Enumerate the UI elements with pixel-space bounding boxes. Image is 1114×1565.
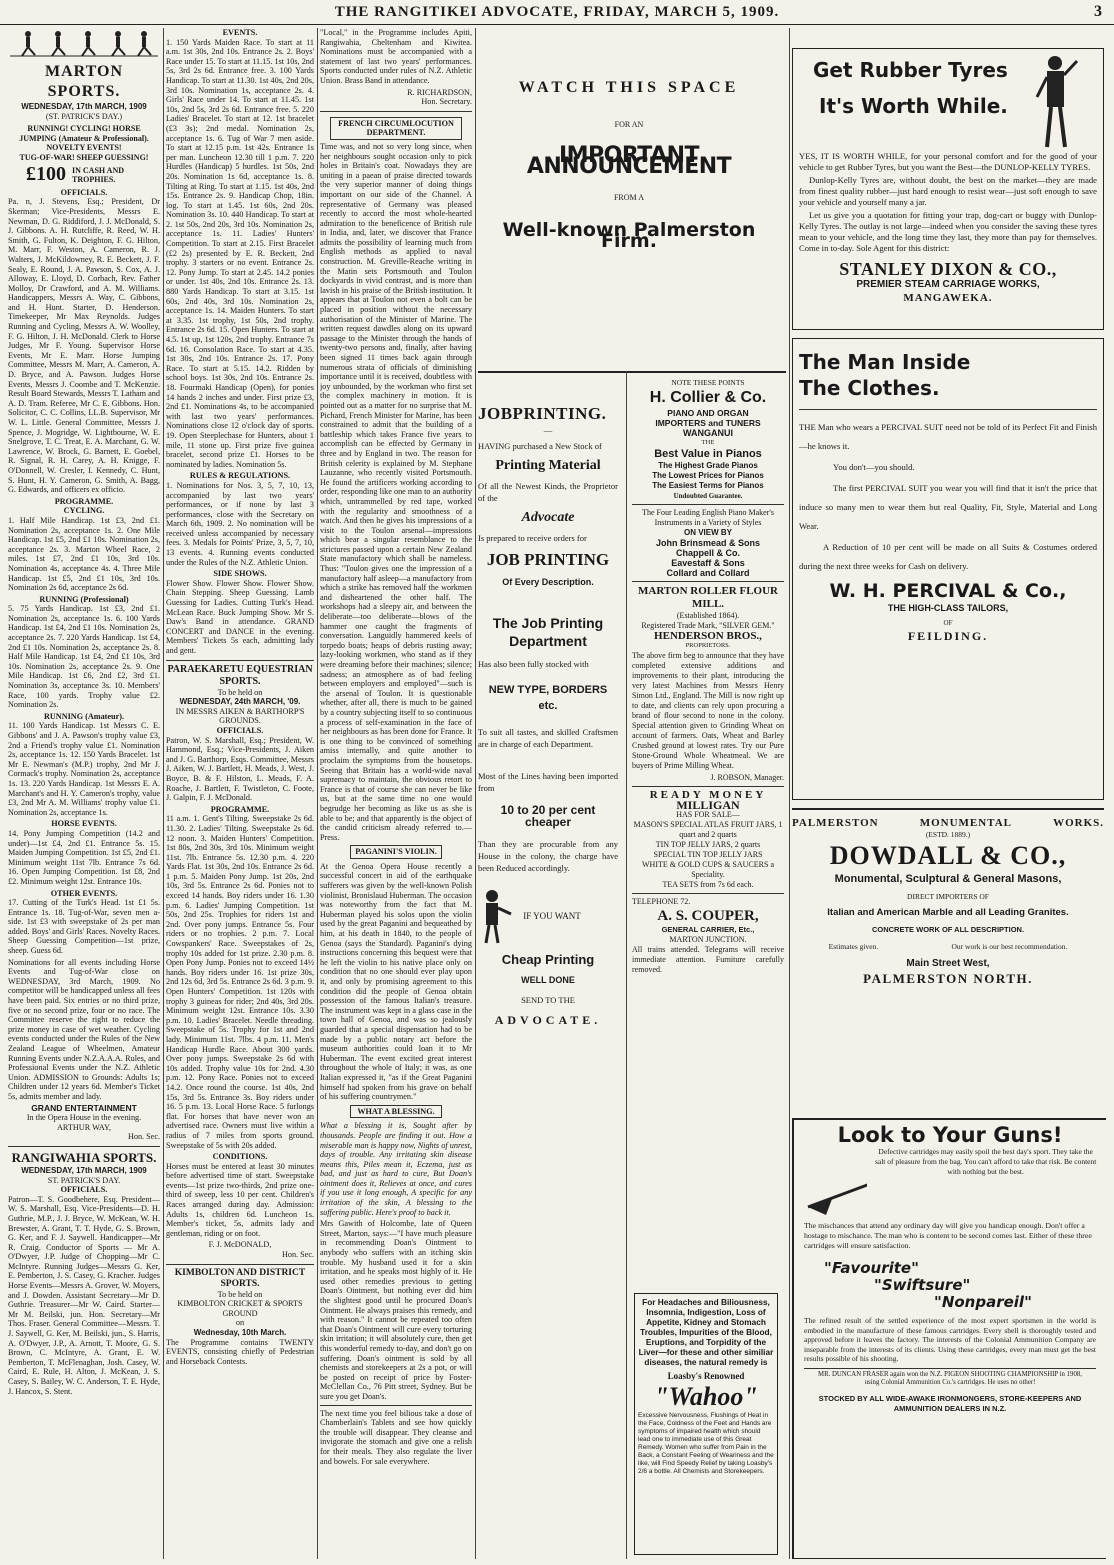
paraekaretu-date: WEDNESDAY, 24th MARCH, '09.	[179, 697, 301, 707]
column-rule	[789, 28, 790, 1559]
jp-well: WELL DONE	[521, 975, 575, 985]
dw-marble: Italian and American Marble and all Leading Granites.	[827, 907, 1069, 918]
jp-jobprinting: JOB PRINTING	[486, 550, 610, 569]
running-am-heading: RUNNING (Amateur).	[43, 711, 125, 721]
conditions-sign2: Hon. Sec.	[281, 1250, 314, 1260]
grand-sub: In the Opera House in the evening.	[26, 1113, 142, 1123]
conditions-text: Horses must be entered at least 30 minutes before advertised time of start. Sweepstake events—1st prize two-thirds, 2nd prize one-third of sweep, less 10 per cent. Children's Races arranged during day. Admission: Adults 1s, children 6d. Luncheon 1s. Member's ticket, 5s, admits lady and gentleman, riding or on foot.	[166, 1161, 314, 1238]
wahoo-small: Excessive Nervousness, Flushings of Heat in the Face, Coldness of the Feet and Hands are symptoms of impaired health which should lead one to immediate use of this Great Remedy. Women who suffer from Pain in the Back, a Constant Feeling of Weariness and the like, will Find Speedy Relief by taking Loasby's 2/6 a bottle. All Chemists and Storekeepers.	[638, 1412, 774, 1475]
dw-town: PALMERSTON NORTH.	[863, 971, 1033, 986]
hc-maker-3: Eavestaff & Sons	[671, 558, 745, 568]
dowdall-ad	[792, 808, 1104, 984]
newspaper-title: THE RANGITIKEI ADVOCATE, FRIDAY, MARCH 5, 1909.	[334, 4, 780, 20]
lg-heading: Look to Your Guns!	[837, 1123, 1063, 1147]
watch-important: IMPORTANT ANNOUNCEMENT	[526, 143, 732, 179]
mr-trade: Registered Trade Mark, "SILVER GEM."	[641, 621, 775, 630]
tyre-p1: YES, IT IS WORTH WHILE, for your personal comfort and for the good of your vehicle to get Rubber Tyres, but you want the Best—the DUNLOP-KELLY TYRES.	[799, 151, 1097, 172]
mi-tail: THE HIGH-CLASS TAILORS,	[887, 603, 1009, 613]
hc-view: ON VIEW BY	[683, 528, 732, 537]
mi-p4: A Reduction of 10 per cent will be made on all Suits & Costumes ordered during the next three weeks for Cash on delivery.	[799, 542, 1097, 571]
french-text: Time was, and not so very long since, when her neighbours sought occasion only to pick holes in Britain's coat. Nowadays they are uniting in a paean of praise directed towards the very superior manner of doing things important on our side of the Channel. A representative of Germany was pleased recently to accord the most whole-hearted admiration to the beneficence of British rule in India, and, later, we discover that France admits the possibility of learning much from English methods as applied to naval construction. M. Greville-Reache writing in the Matin sets Portsmouth and Toulon dockyards in vivid contrast, and is more than lavish in his praise of the British institution. It appears that at Toulon not even a bolt can be placed in position without the necessary authorisation of the Minister of Marine. The written request dawdles along on its upward passage to the Minister through the hands of twenty-two persons and, finally, after having been signed 11 times back again through numerous strata of officials of diminishing importance until it is received, doubtless with joy unbounded, by the workman who first set the complex machinery in motion. It is pointed out as a matter for no surprise that M. Pichard, French Minister for Marine, has been constrained to admit that the building of a battleship which takes France five years to accomplish can be effected by Germany in three and by England in two. The reason for British celerity is explained by M. Stephane Lauzanne, who recently visited Portsmouth. He found the artificers working according to order, responding like one man to an authority which, untrammelled by red tape, worked with the regularity and smoothness of a watch. And then he gives his impressions of a visit to the Toulon arsenal—impressions which bear a singular resemblance to the strictures passed upon a certain New Zealand State manufactory which shall be nameless. Thus: "Toulon gives one the impression of a manufactory half asleep—a manufactory from which a strike has removed half the workmen and disheartened the other half. The workshops had a sleepy air, and between the deliberate—too deliberate—blows of the hammer one caught the fragments of conversation. Languidly hammered keels of torpedo boats; heaps of debris rusting away; lazy-looking workmen, who stand as if they were dreaming before their machines; silence; sadness; an atmosphere as of bad feeling between employers and employed"—such is the arsenal of Toulon. It is questionable whether, after all, there is much to be gained by a country subjecting itself to so continuous a process of self-examination in the face of her neighbours as has been done for France. It is one thing to be convinced of something amiss internally, and quite another to proclaim the symptoms from the housetops. Seeing that Britain has a world-wide naval supremacy to maintain, the obvious retort to France is that of course she can never be like us, but at the same time no one would begrudge her becoming as like us as she is able to be; and that apparently is the object of the candid criticism already referred to.—Press.	[320, 141, 472, 842]
jp-dept: The Job Printing Department	[492, 615, 604, 649]
wahoo-intro: For Headaches and Biliousness, Insomnia, Indigestion, Loss of Appetite, Kidney and Stomach Troubles, Impurities of the Blood, Eruptions, and Torpidity of the Liver—for these and other similiar diseases, the natural remedy is	[638, 1297, 774, 1367]
blessing-heading: WHAT A BLESSING.	[350, 1105, 442, 1119]
jp-cheap: Cheap Printing	[501, 952, 595, 967]
rangiwahia-officials-heading: OFFICIALS.	[60, 1185, 108, 1195]
mi-p2: You don't—you should.	[833, 462, 915, 472]
events-text: 1. 150 Yards Maiden Race. To start at 11 a.m. 1st 30s, 2nd 10s. Entrance 2s. 2. Boys' Race under 15. To start at 11.15. 1st 10s, 2nd 5s, 3rd 2s 6d. Entrance free. 3. 100 Yards Handicap. To start at 11.30. 1st 40s, 2nd 20s, 3rd 10s. Nomination 1s, acceptance 2s. 4. Girls' Race under 14. To start at 11.45. 1st 10s, 2nd 5s, 3rd 2s 6d. Entrance free. 5. 220 Ladies' Bracelet. To start at 12. 1st bracelet (£3 3s); 2nd medal. Nomination 2s, acceptance 1s. 6. Tug of War 7 men aside. To start at 12.15 p.m. 1st 42s. Entrance 1s per man. Luncheon 12.30 till 1 p.m. 7. 220 Hurdles (Handicap) 5 hurdles. 1st 50s, 2nd 20s. Nomination 1s 6d, acceptance 1s. 8. Tilting at Ring. To start at 1.15. 1st 40s, 2nd 15s. Entrance 2s. 9. Handicap Chop, 18in. log. To start at 1.45. 1st 60s, 2nd 20s. Nomination 3s. 10. 440 Handicap. To start at 2. 1st 50s, 2nd 20s, 3rd 10s. Nomination 2s, acceptance 1s. 11. Ladies' Hunters' Competition. To start at 2.15. First Bracelet (£2 2s) presented by E. R. Beckett, 2nd trophy. 3 starters or no event. Entrance 2s. 12. Pony Jump. To start at 2.45. 14.2 ponies or under. 1st 40s, 2nd 10s. Entrance 2s. 13. 880 Yards Handicap. To start at 3.15. 1st 60s, 2nd 40s, 3rd 10s. Nomination 2s, acceptance 1s. 14. Maiden Hunters. To start at 3.35. 1st trophy, 1st 50s, 2nd trophy. Entrance 2s 6d. 15. Open Hunters. To start at 4.5. 1st up, 1st 120s, 2nd trophy. Entrance 7s 6d. 16. Consolation Race. To start at 4.35. 1st 30s, 2nd 10s. Entrance 2s. 17. Pony Race. To start at 5.15. 14.2. Ridden by school boys. 1st 30s, 2nd 10s. Entrance 2s. 18. Fourmaki Handicap (Open), for ponies 14 hands 2 inches and under. First prize £3, 2nd £1. Nominations 4s, to be accompanied with last two years' performances. Nominations close 12 o'clock day of sports. 19. Open Steeplechase for Hunters, about 1 mile, 11 stone up. First prize five guinea bracelet, second prize £1. Horses to be nominated by ladies. Nomination 5s.	[166, 37, 314, 469]
asc-gen: GENERAL CARRIER, Etc.,	[661, 925, 755, 934]
dw-import: DIRECT IMPORTERS OF	[907, 892, 989, 901]
asc-town: MARTON JUNCTION.	[669, 935, 747, 944]
marton-line2: NOVELTY EVENTS!	[46, 143, 122, 153]
column-4	[478, 28, 786, 1559]
mr-text: The above firm beg to announce that they have completed extensive additions and improvements to their plant, introducing the very latest Machines from Messrs Henry Simon Ltd., England. The Mill is now right up to date, and clients can rely upon procuring a brand of flour second to none in the colony. Special attention given to Grinding Wheat on account of farmers. Oats, Wheat and Barley Crushed ground at lowest rates. Try our Pure Stone-Ground Whole Wheatmeal. We are buyers of Prime Milling Wheat.	[632, 651, 784, 770]
hc-terms: The Easiest Terms for Pianos	[652, 481, 764, 490]
programme-heading: PROGRAMME.	[54, 496, 114, 506]
marton-sign2: Hon. Sec.	[127, 1132, 160, 1142]
prize-amount: £100	[26, 163, 66, 186]
local-sign2: Hon. Secretary.	[421, 97, 472, 107]
marton-sub: (ST. PATRICK'S DAY.)	[45, 111, 123, 121]
sd-works: PREMIER STEAM CARRIAGE WORKS,	[856, 279, 1040, 290]
kimbolton-on: on	[235, 1318, 245, 1328]
hc-maker-2: Chappell & Co.	[675, 548, 740, 558]
wahoo-ad	[634, 1293, 778, 1555]
jp-lines: Most of the Lines having been imported from	[478, 771, 618, 793]
officials-heading: OFFICIALS.	[60, 187, 108, 197]
dw-est: (ESTD. 1889.)	[925, 830, 971, 839]
dw-rec: Our work is our best recommendation.	[951, 942, 1068, 951]
notes-text: Nominations for all events including Horse Events and Tug-of-War close on WEDNESDAY, 3rd March, 1909. No competitor will be handicapped unless all fees have been paid. Six entries or no third prize, five or no second prize, four or no race. The Committee reserve the right to reduce the prize money in case of wet weather. Cycling events conducted under the Rules of the New Zealand League of Wheelmen, Amateur Running Events under N.Z.A.A.A. Rules, and Professional Events under the N.Z. Athletic Union. ADMISSION to Grounds: Adults 1s; Children under 12 years 6d. Member's Ticket 5s, admits member and lady.	[8, 957, 160, 1101]
runners-illustration	[8, 28, 160, 60]
hc-four: The Four Leading English Piano Maker's Instruments in a Variety of Styles	[642, 508, 774, 527]
rm-sale: HAS FOR SALE—	[676, 810, 740, 819]
column-rule	[163, 28, 164, 1559]
rm-tin2: SPECIAL TIN TOP JELLY JARS	[653, 850, 763, 859]
jp-if: IF YOU WANT	[523, 911, 581, 921]
percival-ad	[792, 338, 1104, 800]
other-heading: OTHER EVENTS.	[50, 888, 118, 898]
paraekaretu-place: IN MESSRS AIKEN & BARTHORP'S GROUNDS.	[175, 706, 305, 726]
local-sign: R. RICHARDSON,	[407, 87, 472, 97]
asc-tel: TELEPHONE 72.	[632, 897, 691, 906]
lg-cartridge-3: "Nonpareil"	[934, 1293, 1032, 1311]
dw-concrete: CONCRETE WORK OF ALL DESCRIPTION.	[871, 925, 1025, 934]
rangiwahia-officials: Patron—T. S. Goodbehere, Esq. President—W. S. Marshall, Esq. Vice-Presidents—D. H. Guthrie, M.P., J. J. Bryce, W. McKean, W. H. Brewster, A. Grant, T. T. Hyde, G. S. Brown, G. Ker, and F. J. Saywell. Handicapper—Mr R. Craig. Conductor of Sports — Mr A. O'Dwyer, J.P. Judge of Chopping—Mr C. McIntyre. Running Judges—Messrs G. Ker, E. Pemberton, J. S. Casey, G. Kracher. Judges Horse Events—Messrs A. Grover, W. Moyers, and J. Dowden. Assistant Secretary—Mr D. Guthrie. Treasurer—Mr W. Caird. Starter—Mr M. Beilski, jun. Hon. Secretary—Mr Thos. Fraser. General Committee—Messrs. T. J. Saywell, G. Ker, M. Beilski, jun., S. Harris, A. O'Dwyer, J.P., A. Arnott, T. Moore, G. S. Brown, C. McIntyre, A. Grant, E. W. Pemberton, T. McFlenaghan, Josh. Casey, W. Caird, E. Rule, H. Alton, J. McKean, J. S. Casey, S. Bailey, W. C. Anderson, T. E. Hyde, J. Hancox, S. Stent.	[8, 1194, 160, 1396]
rangiwahia-sub: ST. PATRICK'S DAY.	[47, 1175, 121, 1185]
shotgun-illustration	[802, 1147, 867, 1217]
marton-line1: RUNNING! CYCLING! HORSE JUMPING (Amateur & Professional).	[19, 124, 149, 143]
horse-heading: HORSE EVENTS.	[51, 819, 117, 829]
hc-importers: IMPORTERS and TUNERS	[655, 418, 761, 428]
column-2	[166, 28, 314, 1559]
collier-ad	[632, 378, 784, 977]
paraekaretu-programme: 11 a.m. 1. Gent's Tilting. Sweepstake 2s 6d. 11.30. 2. Ladies' Tilting. Sweepstake 2s 6d. 12 noon. 3. Maiden Hunters' Competition. 1st 80s, 2nd 30s, 3rd 10s. Minimum weight 11st. 7lb. Entrance 5s. 12.30 p.m. 4. 220 Yards Flat. 1st 30s, 2nd 10s. Entrance 2s 6d. 1 p.m. 5. Maiden Pony Jump. 1st 20s, 2nd 10s, 3rd 5s. Entrance 2s 6d. Ponies not to exceed 14 hands. Boy riders under 16. 1.30 p.m. 6. Ladies' Jumping Competition. 1st 50s, 2nd 25s. Trophies for riders 1st and 2nd. Over pony jumps. Entrance 5s. Four riders or no trophies. 2 p.m. 7. Local Cowspankers' Race. Sweepstakes of 2s, trophy 10s added for 1st prize. 2.30 p.m. 8. Open Pony Jump. Ponies not to exceed 14½ hands. Boy riders under 16. 1st prize 30s, 2nd 12s 6d, 3rd 5s. Entrance 2s 6d. 3 p.m. 9. Open Hunters' Competition. 1st 120s with trophy 3 guineas for rider; 2nd 40s, 3rd 20s. Minimum weight 12st. Entrance 10s. 3.30 p.m. 10. Ladies' Bracelet. Needle threading. Sweepstake of 5s. Trophy for 1st and 2nd lady. Minimum 11st. 7lbs. 4 p.m. 11. Men's Handicap Hurdle Race. About 300 yards. Over pony jumps. Sweepstake 2s 6d with 10s added. Trophy value 10s for 2nd. 4.30 p.m. 12. Pony Race. Ponies not to exceed 14.2. Once round the course. 1st 40s, 2nd 15s, 3rd 5s. Entrance 3s. Boy riders under 16. 5 p.m. 13. Local Horse Race. 5 furlongs flat. For horses that have never won an advertised race. Owners must live within a radius of 7 miles from sports ground. Sweepstake of 5s with 20s added.	[166, 814, 314, 1150]
lg-p3: The refined result of the settled experience of the most expert sportsmen in the world is embodied in the manufacture of these famous cartridges. Every shell is thoroughly tested and approved before it leaves the factory. The interests of the Colonial Ammunition Company are inseparable from the interests of its clients. Using these cartridges, every man must get the best results possible of his shooting.	[804, 1316, 1096, 1363]
french-heading: FRENCH CIRCUMLOCUTION DEPARTMENT.	[330, 117, 462, 140]
jp-kinds: Of all the Newest Kinds, the Proprietor of the	[478, 481, 618, 503]
gentleman-illustration	[1033, 53, 1079, 151]
rangiwahia-date: WEDNESDAY, 17th MARCH, 1909	[21, 1165, 147, 1175]
jp-heading: JOBPRINTING.	[478, 404, 607, 423]
officials-text: Pa. n, J. Stevens, Esq.; President, Dr Skerman; Vice-Presidents, Messrs E. Newman, D. G. Riddiford, J. J. McDonald, S. J. Gibbons. A. H. Rutcliffe, R. Reed, W. H. Smith, G. Fulton, K. Deighton, F. G. Hilton, M. Marr, F. Weston, A. Cameron, R. J. Walters, J. McKildowney, R. E. Beckett, J. F. Sealy, E. Round, J. A. Pawson, S. Cox, A. J. Alloway, E. Lloyd, D. Corbach, Rev. Father Molloy, Dr Crawford, and A. M. Williams. Handicappers, Messrs A. Way, C. Gibbons, and H. Hunt. Starter, D. Henderson. Timekeeper, Mr Max Reynolds. Judges Running and Cycling, Messrs A. W. Woolley, F. G. Hilton, J. H. McDonald. Clerk to Horse Judges, Mr F. Young. Supervisor Horse Events, Mr E. Marr. Horse Jumping Committee, Messrs M. Marr, A. Cameron, A. D. Bryce, and A. Pawson. Judges Horse Events, Messrs J. Coombe and T. McKenzie. Result Board Stewards, Messrs T. Latham and A. D. Tram. Referee, Mr C. E. Gibbons. Hon. Solicitor, C. C. Collins, LL.B. Supervisor, Mr W. L. Little. General Committee, Messrs J. Spence, J. Mogridge, W. Lightbourne, W. E. Snelgrove, T. C. Treat, E. A. Marchant, G. W. Lawrence, W. Brock, G. Barnett, E. Goebel, R. Signal, R. H. Carey, A. H. Knigge, F. O'Donnell, W. Cresler, I. Kennedy, C. Hunt, S. Hunt, H. Y. Cameron, G. Smith, A. Bagg, G. Edwards, and officers ex officio.	[8, 197, 160, 495]
hc-grade: The Highest Grade Pianos	[658, 461, 758, 470]
lg-cartridge-1: "Favourite"	[824, 1259, 919, 1277]
watch-from: FROM A	[613, 193, 644, 202]
guns-ad	[792, 1118, 1106, 1559]
lg-stock: STOCKED BY ALL WIDE-AWAKE IRONMONGERS, STORE-KEEPERS AND AMMUNITION DEALERS IN N.Z.	[818, 1393, 1082, 1413]
jp-adv: ADVOCATE.	[494, 1013, 602, 1027]
kimbolton-held: To be held on	[217, 1289, 263, 1299]
paganini-text: At the Genoa Opera House recently a successful concert in aid of the earthquake sufferers was given by the well-known Polish violinist, Bronislaud Huberman. The occasion was noteworthy from the fact that M. Huberman played his solos upon the violin used by the great Paganini and bequeathed by him, at his death in 1840, to the people of Genoa (says the Standard). Paganini's dying instructions concerning this bequest were that he left the violin to his native place only on condition that no one should ever play upon it, and only by promising agreement to this condition did the people of Genoa obtain possession of the famous Italian's treasure. The instrument was kept in a glass case in the town hall of Genoa, and was so jealously guarded that a special dispensation had to be made by a public notary act before the museum authorities could loan it to Mr Huberman. The event excited great interest throughout the whole of Italy; it was, as one Italian expressed it, "as if the Great Paganini himself had spoken from his grave on behalf of his suffering countrymen."	[320, 861, 472, 1102]
events-heading: EVENTS.	[222, 28, 258, 37]
side-shows-text: Flower Show. Flower Show. Flower Show. Chain Stepping. Sheep Guessing. Lamb Guessing for Ladies. Cutting Turk's Head. McLean Race. Buck Jumping Show. Mr S. Daw's Band in attendance. GRAND CONCERT and DANCE in the evening. Members' Tickets 5s each, admitting lady and gent.	[166, 578, 314, 655]
rules-heading: RULES & REGULATIONS.	[189, 471, 291, 481]
mr-name: MARTON ROLLER FLOUR MILL.	[638, 585, 778, 610]
running-am-text: 11. 100 Yards Handicap. 1st Messrs C. E. Gibbons' and J. A. Pawson's trophy value £3, 2nd a Friend's trophy value £1. Nomination 2s, acceptance 1s. 12. 150 Yards Bracelet. 1st Mr E. Newman's (M.P.) trophy, 2nd Mr J. Cormack's trophy. Nomination 2s, acceptance 1s. 13. 220 Yards Handicap. 1st Messrs E. A. Marchant's and H. Y. Cameron's trophy, value £3, 2nd Mr A. M. Williams' trophy value £1. Nomination 2s, acceptance 1s.	[8, 721, 160, 817]
dw-top-mid: MONUMENTAL	[919, 817, 1012, 829]
asc-text: All trains attended. Telegrams will receive immediate attention. Furniture carefully removed.	[632, 945, 784, 974]
marton-sports-title: MARTON SPORTS.	[44, 63, 124, 100]
jp-than: Than they are procurable from any House in the colony, the charge have been Reduced accordingly.	[478, 839, 618, 873]
mi-name: W. H. PERCIVAL & Co.,	[829, 580, 1067, 602]
tyre-heading-2: It's Worth While.	[819, 94, 1008, 118]
paraekaretu-title: PARAEKARETU EQUESTRIAN SPORTS.	[167, 663, 313, 687]
mi-p3: The first PERCIVAL SUIT you wear you will find that it isn't the price that induce so many men to wear them but real Quality, Fit, Style, Material and Long Wear.	[799, 483, 1097, 531]
hc-maker-4: Collard and Collard	[666, 568, 750, 578]
blessing-text: Mrs Gawith of Holcombe, late of Queen Street, Marton, says:—"I have much pleasure in recommending Doan's Ointment to anybody who suffers with an itching skin trouble. My husband used it for a skin irritation, and he speaks most highly of it. He used other remedies previous to getting Doan's Ointment, but nothing ever did him the slightest good until he procured Doan's Ointment. He always praises this remedy, and with reason." It cannot be repeated too often that Doan's Ointment will cure every torturing skin irritation; it will absolutely cure, then get this wonderful remedy to-day, and don't go on suffering. Doan's ointment is sold by all chemists and storekeepers at 2s a pot, or will be posted on receipt of price by Foster-McClellan Co., 76 Pitt street, Sydney. But be sure you get Doan's.	[320, 1219, 472, 1401]
conditions-heading: CONDITIONS.	[212, 1152, 268, 1162]
jp-material: Printing Material	[495, 458, 601, 473]
paraekaretu-officials: Patron, W. S. Marshall, Esq.; President, W. Hammond, Esq.; Vice-Presidents, J. Aiken and J. G. Barthorp, Esqs. Committee, Messrs J. Aiken, W. J. Bartlett, H. Meads, J. West, J. Boyce, B. & F. Hilston, L. Meads, F. A. Roache, J. Bartlett, F. Twistleton, C. Foote, J. Galpin, F. J. McDonald.	[166, 735, 314, 803]
pointing-man-illustration	[478, 888, 512, 944]
mr-est: (Established 1864).	[676, 611, 740, 620]
paraekaretu-held: To be held on	[217, 687, 263, 697]
cycling-text: 1. Half Mile Handicap. 1st £3, 2nd £1. Nomination 2s, acceptance 1s. 2. One Mile Handicap. 1st £5, 2nd £1 10s. Nomination 2s, acceptance 2s. 3. Marton Wheel Race, 2 miles. 1st £7, 2nd £1 10s, 3rd 10s. Nomination 4s, acceptance 4s. 4. Three Mile Handicap. 1st £5, 2nd £1 10s, 3rd 10s. Nomination 2s 6d, acceptance 2s 6d.	[8, 515, 160, 593]
running-pro-text: 5. 75 Yards Handicap. 1st £3, 2nd £1. Nomination 2s, acceptance 1s. 6. 100 Yards Handicap. 1st £4, 2nd £1 10s. Nomination 2s, acceptance 2s. 7. 220 Yards Handicap. 1st £4, 2nd £1 10s. Nomination 2s, acceptance 2s. 8. Half Mile Handicap. 1st £4, 2nd £1 10s, 3rd 10s. Nomination 2s, acceptance 2s. 9. One Mile Handicap. 1st £6, 2nd £2, 3rd £1. Nomination 3s, acceptance 3s. 10. Members' Race, 100 yards. Trophy value £2. Nomination 2s.	[8, 604, 160, 710]
dw-top-left: PALMERSTON	[792, 817, 879, 829]
jp-advocate: Advocate	[521, 510, 575, 525]
mr-prop: PROPRIETORS.	[685, 642, 731, 649]
rubber-tyres-ad	[792, 48, 1104, 330]
kimbolton-title: KIMBOLTON AND DISTRICT SPORTS.	[174, 1267, 306, 1289]
marton-sign: ARTHUR WAY,	[57, 1122, 111, 1132]
rm-name: MILLIGAN	[676, 798, 740, 812]
page-number: 3	[1094, 3, 1102, 20]
column-3	[320, 28, 472, 1559]
dw-estimates-row	[792, 941, 1104, 952]
hc-best: Best Value in Pianos	[654, 448, 762, 460]
paraekaretu-programme-heading: PROGRAMME.	[210, 804, 270, 814]
hc-note: NOTE THESE POINTS	[671, 378, 745, 387]
kimbolton-place: KIMBOLTON CRICKET & SPORTS GROUND	[177, 1299, 303, 1318]
mi-p1: THE Man who wears a PERCIVAL SUIT need not be told of its Perfect Fit and Finish—he knows it.	[799, 422, 1097, 451]
watch-heading: WATCH THIS SPACE	[518, 79, 740, 96]
mi-heading-2: The Clothes.	[799, 376, 940, 400]
job-printing-ad: JOBPRINTING. — HAVING purchased a New Stock of Printing Material Of all the Newest Kinds, the Proprietor of the Advocate Is prepared to receive orders for JOB PRINTING Of Every Description. The Job Printing Department Has also been fully stocked with NEW TYPE, BORDERS etc. To suit all tastes, and skilled Craftsmen are in charge of each Department. Most of the Lines having been imported from 10 to 20 per cent cheaper Than they are procurable from any House in the colony, the charge have been Reduced accordingly. IF YOU WANT Cheap Printing WELL DONE SEND TO THE ADVOCATE.	[478, 404, 618, 1027]
column-rule	[475, 28, 476, 1559]
running-pro-heading: RUNNING (Professional)	[39, 594, 129, 604]
prize-block	[8, 163, 160, 186]
rules-text: 1. Nominations for Nos. 3, 5, 7, 10, 13, accompanied by last two years' performances, or if none by last 3 performances, close with the Secretary on March 6th, 1909. 2. No nomination will be received unless accompanied by necessary fees. 3. Medals for Points' Prize, 3, 5, 7, 10, 13 events. 4. Running events conducted under the Rules of the N.Z. Athletic Union.	[166, 480, 314, 567]
masthead	[0, 0, 1114, 25]
hc-guarantee: Undoubted Guarantee.	[673, 492, 743, 500]
other-text: 17. Cutting of the Turk's Head. 1st £1 5s. Entrance 1s. 18. Tug-of-War, seven men a-side. 1st £3 with sweepstake of 2s per man added. Boys' and Girls' Races. Novelty Races. Sheep Guessing Competition—1st prize, sheep. Guess 6d.	[8, 898, 160, 956]
rangiwahia-title: RANGIWAHIA SPORTS.	[11, 1149, 157, 1165]
prize-note: IN CASH AND TROPHIES.	[72, 165, 125, 185]
mi-heading-1: The Man Inside	[799, 350, 971, 374]
column-5	[792, 28, 1106, 1559]
grand-entertainment: GRAND ENTERTAINMENT	[31, 1102, 137, 1113]
kimbolton-date: Wednesday, 10th March.	[193, 1328, 287, 1337]
wahoo-loasby: Loasby's Renowned	[667, 1371, 745, 1381]
local-note: "Local," in the Programme includes Apiti, Rangiwahia, Cheltenham and Kiwitea. Nominations must be accompanied with a statement of last two years' performances. Sports conducted under rules of N.Z. Athletic Union. Brass Band in attendance.	[320, 28, 472, 85]
kimbolton-text: The Programme contains TWENTY EVENTS, consisting chiefly of Pedestrian and Horseback Contests.	[166, 1337, 314, 1366]
rm-jars: MASON'S SPECIAL ATLAS FRUIT JARS, 1 quart and 2 quarts	[633, 820, 783, 839]
mr-sign: J. ROBSON, Manager.	[710, 773, 784, 782]
side-shows-heading: SIDE SHOWS.	[213, 569, 267, 579]
dw-estimates: Estimates given.	[828, 942, 879, 951]
asc-name: A. S. COUPER,	[657, 908, 759, 924]
jp-cheaper: 10 to 20 per cent cheaper	[500, 803, 596, 829]
tyre-p3: Let us give you a quotation for fitting your trap, dog-cart or buggy with Dunlop-Kelly Tyres. The outlay is not large—indeed when you consider the saving these tyres mean to your vehicle, and the long time they last, they more than pay for themselves. Come in to-day. Sole Agent for this district:	[799, 210, 1097, 253]
dw-street: Main Street West,	[906, 958, 990, 969]
dw-top-right: WORKS.	[1053, 817, 1104, 829]
jp-send: SEND TO THE	[521, 995, 575, 1005]
paganini-heading: PAGANINI'S VIOLIN.	[350, 845, 442, 859]
jp-stocked: Has also been fully stocked with	[478, 659, 589, 669]
jp-every: Of Every Description.	[502, 577, 594, 587]
rm-head: READY MONEY	[649, 789, 767, 801]
jp-intro: HAVING purchased a New Stock of	[478, 441, 602, 451]
sd-town: MANGAWEKA.	[903, 292, 993, 304]
cycling-heading: CYCLING.	[63, 506, 105, 516]
paraekaretu-officials-heading: OFFICIALS.	[216, 725, 264, 735]
mr-owner: HENDERSON BROS.,	[654, 630, 762, 642]
tyre-p2: Dunlop-Kelly Tyres are, without doubt, the best on the market—they are made from finest quality rubber—just hard enough to resist wear—just soft enough to save your vehicle and yourself many a jar.	[799, 175, 1097, 207]
wahoo-name: "Wahoo"	[654, 1382, 758, 1411]
watch-firm: Well-known Palmerston Firm.	[502, 219, 756, 252]
dw-top	[792, 818, 1104, 829]
jp-prepared: Is prepared to receive orders for	[478, 533, 587, 543]
rm-white: WHITE & GOLD CUPS & SAUCERS a Speciality.	[641, 860, 774, 879]
mi-of: OF	[943, 619, 953, 627]
rm-tea: TEA SETS from 7s 6d each.	[662, 880, 754, 889]
mi-town: FEILDING.	[907, 629, 989, 643]
rm-tin: TIN TOP JELLY JARS, 2 quarts	[655, 840, 761, 849]
marton-line3: TUG-OF-WAR! SHEEP GUESSING!	[19, 152, 149, 162]
blessing-poem: What a blessing it is, Sought after by thousands. People are finding it out. How a miserable man is happy now, Nights of unrest, days of trouble. Any irritating skin disease means this, Piles mean it, Eczema, just as bad, and just as hard to cure, But Doan's ointment does it, Relieves at once, and cures if you use it long enough, A specific for any irritation of the skin, A blessing to the suffering public. Here's proof to back it.	[320, 1121, 472, 1217]
lg-cartridge-2: "Swiftsure"	[874, 1276, 971, 1294]
lg-intro-row	[794, 1147, 1106, 1217]
lg-p2: The mischances that attend any ordinary day will give you handicap enough. Don't offer a hostage to mischance. The man who is content to be second comes last. Either of these three cartridges will ensure satisfaction.	[804, 1221, 1092, 1250]
hc-the: THE	[701, 439, 715, 446]
watch-for-an: FOR AN	[614, 120, 644, 129]
lg-p4: MR. DUNCAN FRASER again won the N.Z. PIGEON SHOOTING CHAMPIONSHIP in 1908, using Colonial Ammunition Co.'s cartridges. He uses no other!	[804, 1368, 1096, 1390]
marton-date: WEDNESDAY, 17th MARCH, 1909	[21, 102, 147, 111]
hc-maker-1: John Brinsmead & Sons	[655, 538, 761, 548]
dw-sub: Monumental, Sculptural & General Masons,	[834, 873, 1062, 885]
sd-name: STANLEY DIXON & CO.,	[839, 259, 1057, 279]
jp-if-block	[478, 888, 618, 944]
hc-prices: The Lowest Prices for Pianos	[652, 471, 764, 480]
jp-suit: To suit all tastes, and skilled Craftsmen are in charge of each Department.	[478, 727, 618, 749]
jp-type: NEW TYPE, BORDERS etc.	[488, 684, 608, 712]
tyres-header	[799, 55, 1097, 145]
hc-town: WANGANUI	[683, 428, 733, 438]
watch-ad	[478, 68, 780, 294]
column-1	[8, 28, 160, 1559]
tyre-heading-1: Get Rubber Tyres	[813, 58, 1008, 82]
lg-p1: Defective cartridges may easily spoil the best day's sport. They take the salt of pleasure from the bag. You can't afford to take that risk. Be content with nothing but the best.	[874, 1147, 1097, 1176]
chamberlain-text: The next time you feel bilious take a dose of Chamberlain's Tablets and see how quickly the trouble will disappear. They cleanse and invigorate the stomach and give one a relish for their meals. They also regulate the liver and bowels. For sale everywhere.	[320, 1408, 472, 1466]
horse-text: 14. Pony Jumping Competition (14.2 and under)—1st £4, 2nd £1. Entrance 5s. 15. Maiden Jumping Competition. 1st £5, 2nd £1. Minimum weight 11st 7lb. Entrance 7s 6d. 16. Open Jumping Competition. 1st £8, 2nd £2. Minimum weight 12st. Entrance 10s.	[8, 828, 160, 886]
hc-name: H. Collier & Co.	[649, 389, 767, 406]
hc-piano: PIANO AND ORGAN	[667, 408, 749, 418]
dw-name: DOWDALL & CO.,	[829, 841, 1067, 870]
conditions-sign: F. J. McDONALD,	[208, 1240, 272, 1250]
column-rule	[317, 28, 318, 1559]
